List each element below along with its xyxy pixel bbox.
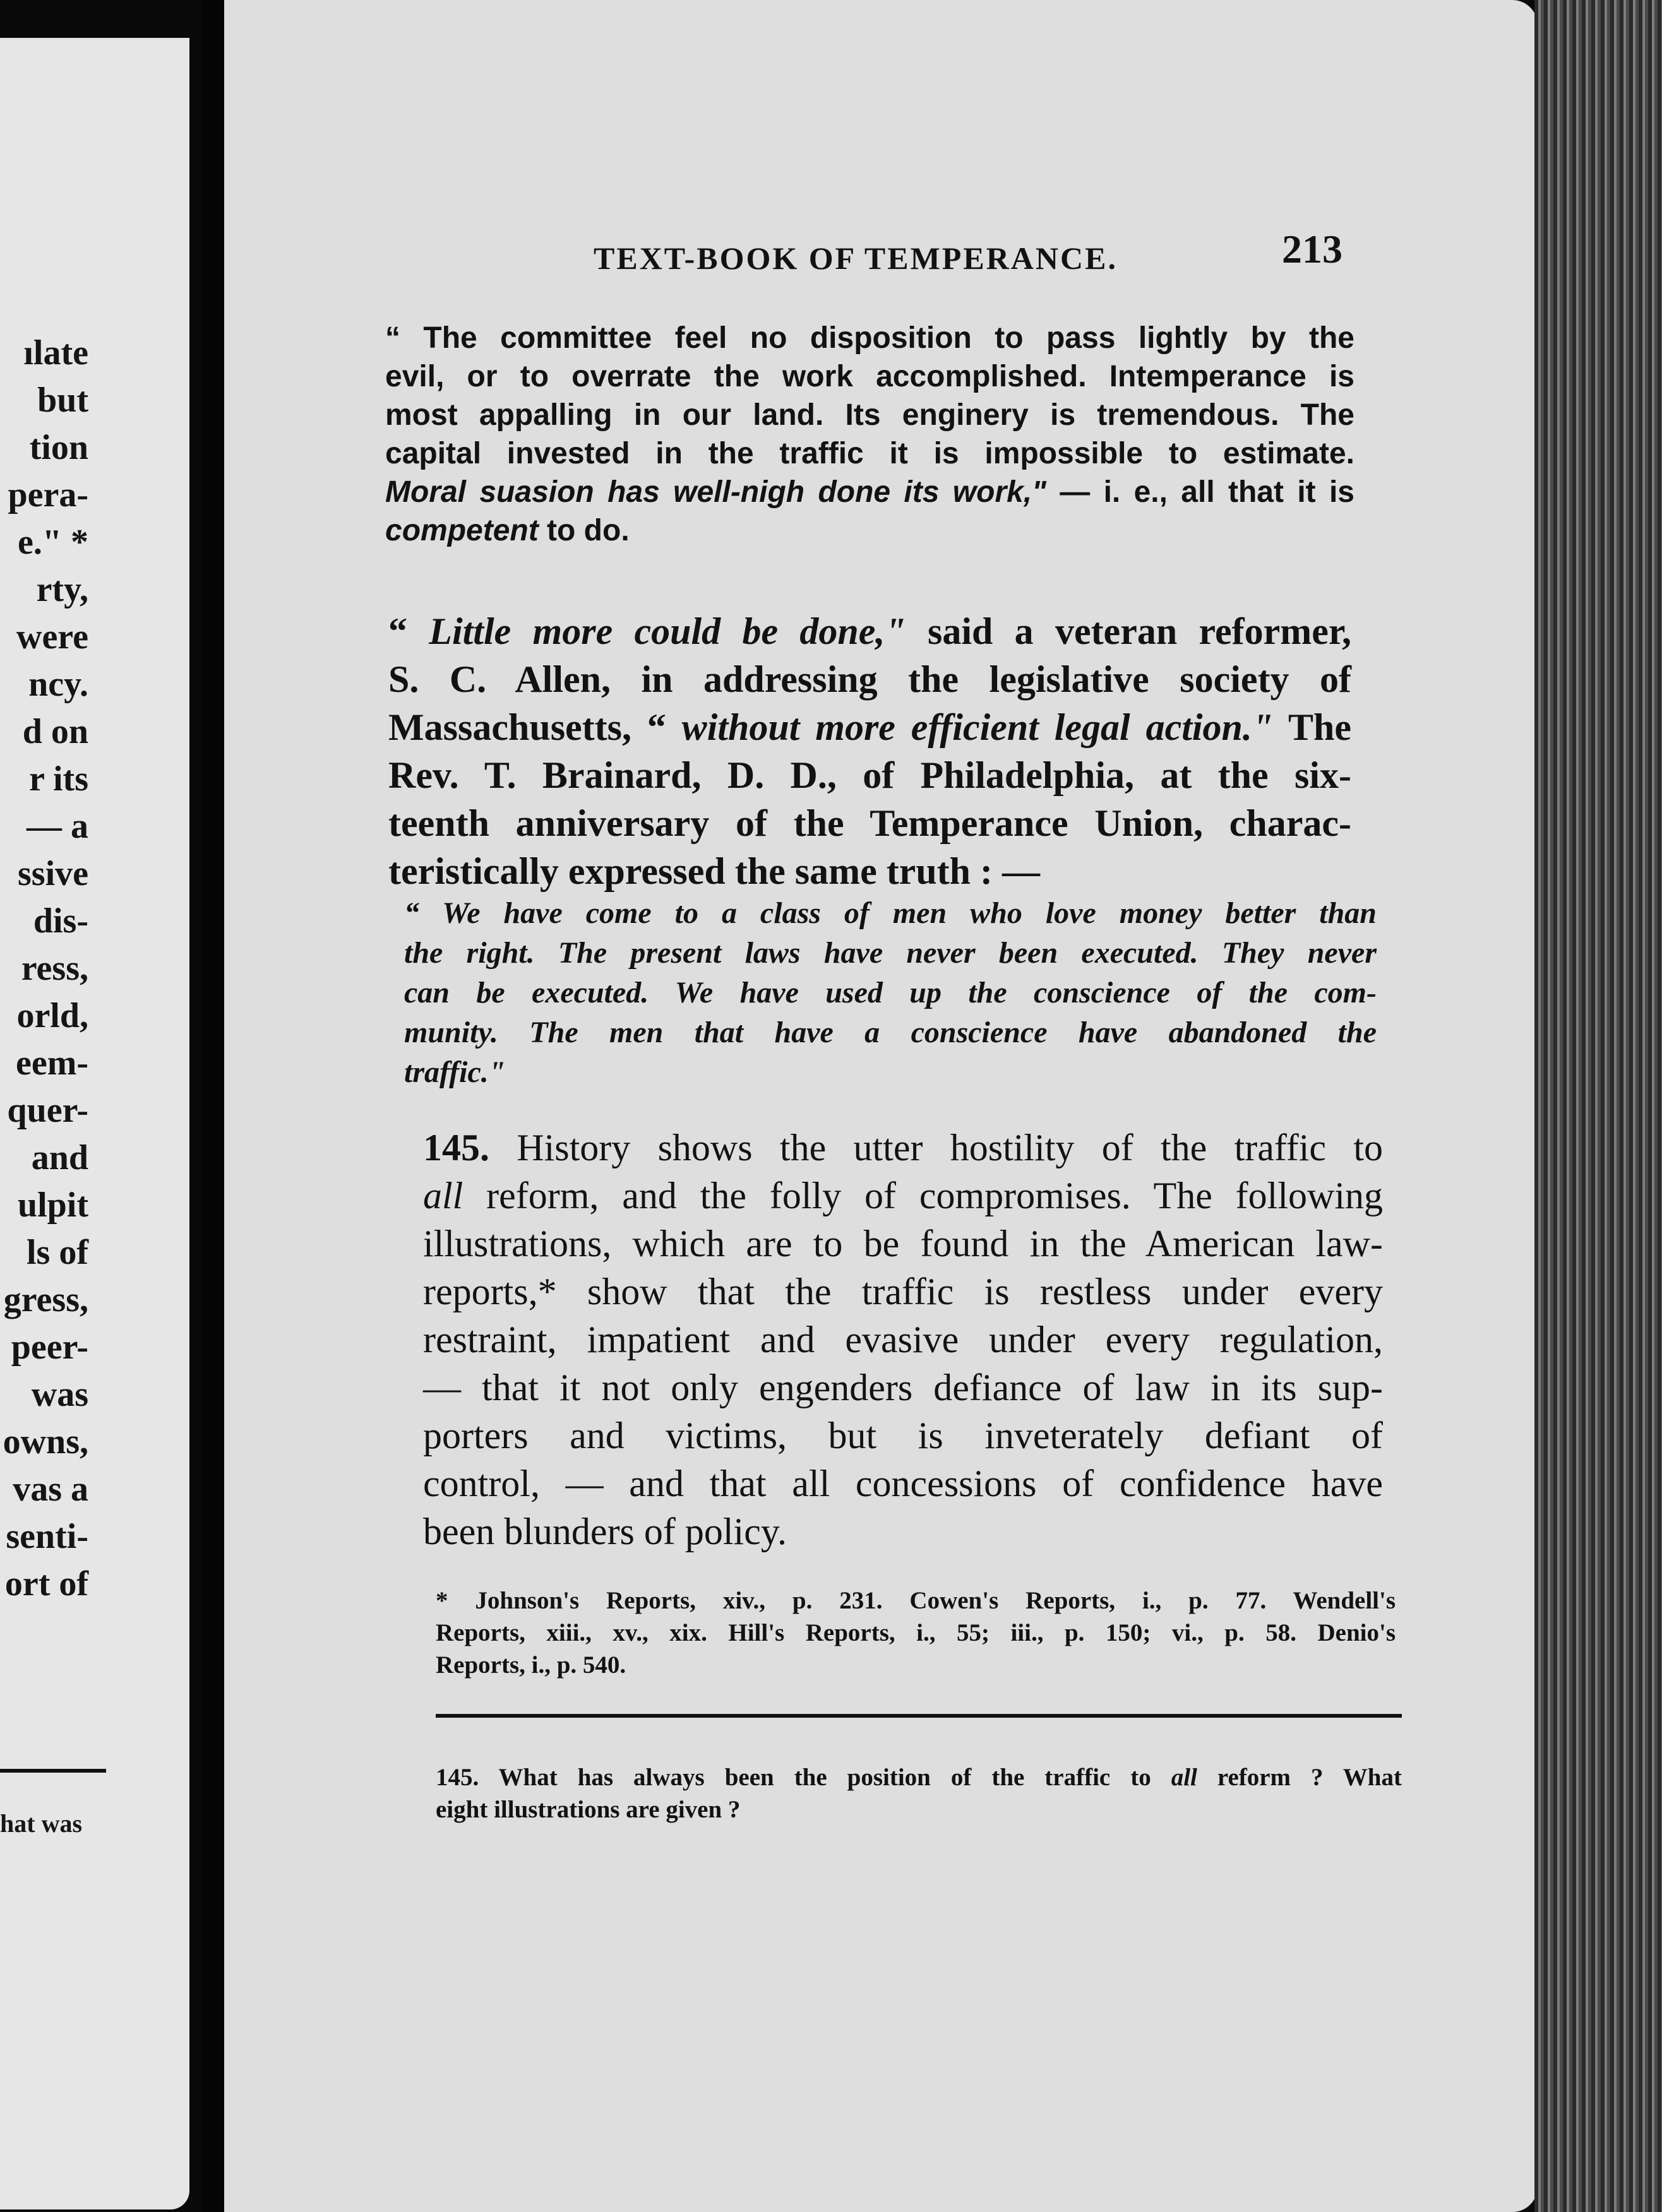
quote2-line: traffic.": [404, 1055, 506, 1089]
left-page-divider: [0, 1769, 106, 1773]
para2-line: — that it not only engenders defiance of law in its sup-: [423, 1367, 1383, 1408]
quote1-line: evil, or to overrate the work accomplished. Intemperance is: [385, 360, 1354, 393]
left-page-fragment: pera-: [8, 475, 88, 514]
para2-line: [423, 1124, 1383, 1172]
page-number: 213: [1282, 227, 1342, 271]
left-page-fragment: owns,: [3, 1422, 88, 1461]
questions-divider: [436, 1714, 1402, 1718]
para1-line: [388, 607, 1351, 655]
quote-committee: [385, 319, 1354, 550]
left-page-fragment: quer-: [7, 1091, 88, 1130]
left-page-fragment: senti-: [6, 1517, 88, 1556]
footnote-line: * Johnson's Reports, xiv., p. 231. Cowen's Reports, i., p. 77. Wendell's: [436, 1587, 1396, 1614]
italic-phrase: all: [423, 1175, 463, 1216]
para1-line: teenth anniversary of the Temperance Union, charac-: [388, 802, 1351, 844]
left-page-fragment: gress,: [3, 1280, 88, 1319]
left-page-fragment: rty,: [36, 570, 88, 609]
para2-line: [423, 1172, 1383, 1220]
para2-line-rest: History shows the utter hostility of the traffic to: [489, 1127, 1383, 1168]
left-page-fragment: but: [37, 381, 88, 420]
paragraph-number: 145.: [423, 1127, 489, 1168]
italic-phrase: competent: [385, 514, 539, 547]
para1-line: S. C. Allen, in addressing the legislative society of: [388, 658, 1351, 700]
left-page-text-fragments: [0, 330, 183, 1608]
quote1-line: [385, 511, 1354, 550]
left-page-fragment: were: [16, 617, 88, 657]
para2-line: been blunders of policy.: [423, 1511, 787, 1552]
para2-line: reports,* show that the traffic is restless under every: [423, 1271, 1383, 1312]
para1-line: teristically expressed the same truth : —: [388, 850, 1041, 892]
left-page-fragment: — a: [27, 807, 88, 846]
para2-line: control, — and that all concessions of confidence have: [423, 1463, 1383, 1504]
quote1-line: [385, 473, 1354, 511]
para2-line: illustrations, which are to be found in the American law-: [423, 1223, 1383, 1264]
italic-phrase: all: [1171, 1764, 1197, 1791]
quote1-line-rest: — i. e., all that it is: [1046, 475, 1354, 509]
left-page-fragment: and: [31, 1138, 88, 1177]
quote2-line: can be executed. We have used up the conscience of the com-: [404, 976, 1377, 1009]
quote2-line: “ We have come to a class of men who love money better than: [404, 896, 1377, 930]
left-page-fragment: eem-: [15, 1044, 88, 1083]
para2-line: porters and victims, but is inveterately defiant of: [423, 1415, 1383, 1456]
italic-phrase: Little more could be done,": [429, 610, 906, 652]
question-line: [436, 1761, 1402, 1793]
running-title: TEXT-BOOK OF TEMPERANCE.: [594, 241, 1118, 276]
para1-line-rest: said a veteran reformer,: [906, 610, 1352, 652]
left-page-fragment: d on: [22, 712, 88, 751]
quote1-line-rest: to do.: [538, 514, 630, 547]
paragraph-145: [423, 1124, 1383, 1555]
para2-line-rest: reform, and the folly of compromises. The following: [463, 1175, 1383, 1216]
left-page-fragment: tion: [29, 428, 88, 467]
left-page-fragment: was: [31, 1375, 88, 1414]
open-quote: “: [388, 610, 429, 652]
book-gutter: [201, 0, 226, 2212]
facing-page-left: [0, 38, 189, 2209]
para1-line-rest: The: [1273, 706, 1351, 748]
left-page-fragment: ılate: [23, 333, 88, 372]
para2-line: restraint, impatient and evasive under every regulation,: [423, 1319, 1383, 1360]
paragraph-allen: [388, 607, 1351, 895]
left-page-question-fragment: hat was: [0, 1809, 83, 1838]
para1-line: [388, 703, 1351, 751]
quote-brainard: [404, 893, 1377, 1092]
left-page-fragment: peer-: [11, 1328, 88, 1367]
left-page-fragment: r its: [29, 759, 88, 799]
left-page-fragment: ls of: [27, 1233, 88, 1272]
para1-line: Rev. T. Brainard, D. D., of Philadelphia, at the six-: [388, 754, 1351, 796]
para1-line-start: Massachusetts, “: [388, 706, 682, 748]
footnote-line: Reports, i., p. 540.: [436, 1651, 626, 1679]
question-text: 145. What has always been the position of the traffic to: [436, 1764, 1171, 1791]
quote2-line: munity. The men that have a conscience have abandoned the: [404, 1016, 1377, 1049]
left-page-fragment: ncy.: [28, 665, 88, 704]
footnote: [436, 1585, 1396, 1681]
left-page-fragment: ress,: [21, 949, 88, 988]
page-edges: [1534, 0, 1662, 2212]
question-text: reform ? What: [1197, 1764, 1402, 1791]
left-page-fragment: ssive: [18, 854, 88, 893]
left-page-fragment: ort of: [4, 1564, 88, 1603]
left-page-fragment: orld,: [16, 996, 88, 1035]
quote1-line: capital invested in the traffic it is impossible to estimate.: [385, 437, 1354, 470]
quote1-line: most appalling in our land. Its enginery is tremendous. The: [385, 398, 1354, 432]
left-page-fragment: vas a: [13, 1470, 88, 1509]
italic-phrase: Moral suasion has well-nigh done its work,": [385, 475, 1046, 509]
study-question: [436, 1761, 1402, 1826]
quote1-line: “ The committee feel no disposition to pass lightly by the: [385, 321, 1354, 355]
left-page-fragment: ulpit: [17, 1186, 88, 1225]
left-page-fragment: dis-: [33, 901, 88, 941]
left-page-fragment: e." *: [18, 523, 88, 562]
italic-phrase: without more efficient legal action.": [681, 706, 1274, 748]
footnote-line: Reports, xiii., xv., xix. Hill's Reports, i., 55; iii., p. 150; vi., p. 58. Denio's: [436, 1619, 1396, 1646]
question-line: eight illustrations are given ?: [436, 1796, 741, 1823]
quote2-line: the right. The present laws have never been executed. They never: [404, 936, 1377, 970]
